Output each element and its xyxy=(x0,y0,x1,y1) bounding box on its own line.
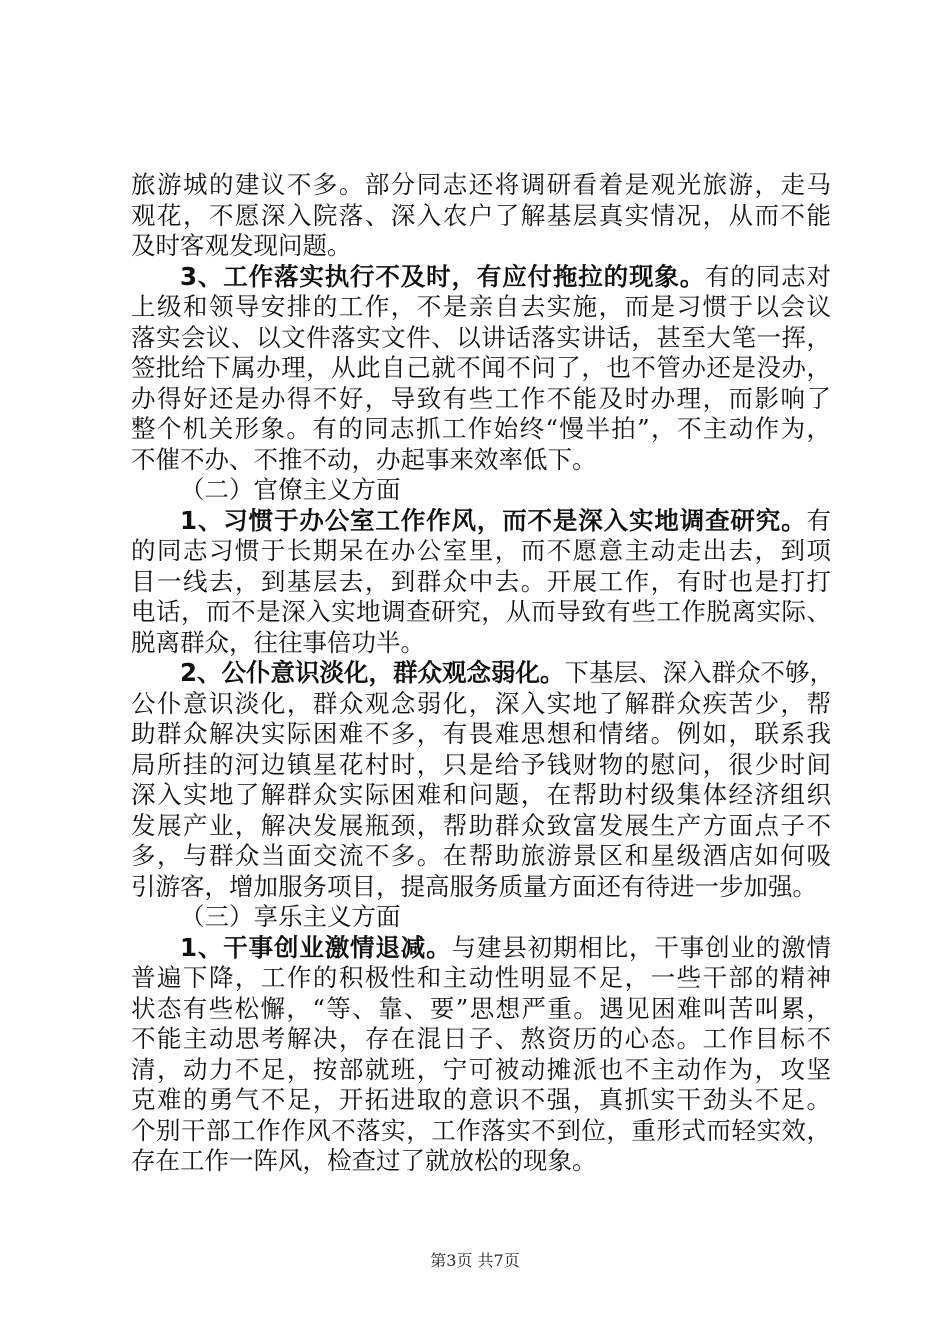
text-line: 脱离群众，往往事倍功半。 xyxy=(131,627,425,657)
text-line: 办得好还是办得不好，导致有些工作不能及时办理，而影响了 xyxy=(131,383,831,413)
item-heading: 1、干事创业激情退减。 xyxy=(180,932,452,962)
paragraph-lead-line xyxy=(131,933,831,964)
text-line: 的同志习惯于长期呆在办公室里，而不愿意主动走出去，到项 xyxy=(131,536,831,565)
paragraph-lead-line xyxy=(131,262,831,293)
text-line: 旅游城的建议不多。部分同志还将调研看着是观光旅游，走马 xyxy=(131,170,831,199)
section-heading: （二）官僚主义方面 xyxy=(180,475,401,504)
paragraph-lead-line xyxy=(131,506,831,537)
text-line: 普遍下降，工作的积极性和主动性明显不足，一些干部的精神 xyxy=(131,963,831,992)
text-line: 上级和领导安排的工作，不是亲自去实施，而是习惯于以会议 xyxy=(131,292,831,321)
paragraph-lead-line xyxy=(131,658,835,689)
text-line: 发展产业，解决发展瓶颈，帮助群众致富发展生产方面点子不 xyxy=(131,810,831,840)
text-line: 及时客观发现问题。 xyxy=(131,231,352,260)
text-run: 下基层、深入群众不够， xyxy=(564,658,835,687)
text-line: 清，动力不足，按部就班，宁可被动摊派也不主动作为，攻坚 xyxy=(131,1054,831,1084)
text-line: 公仆意识淡化，群众观念弱化，深入实地了解群众疾苦少，帮 xyxy=(131,688,831,718)
item-heading: 3、工作落实执行不及时，有应付拖拉的现象。 xyxy=(180,261,706,291)
text-line: 个别干部工作作风不落实，工作落实不到位，重形式而轻实效， xyxy=(131,1115,831,1145)
text-run: 与建县初期相比，干事创业的激情 xyxy=(451,932,832,962)
text-line: 状态有些松懈，“等、靠、要”思想严重。遇见困难叫苦叫累， xyxy=(131,993,831,1023)
section-heading: （三）享乐主义方面 xyxy=(180,902,401,931)
text-line: 存在工作一阵风，检查过了就放松的现象。 xyxy=(131,1146,597,1175)
text-line: 克难的勇气不足，开拓进取的意识不强，真抓实干劲头不足。 xyxy=(131,1085,831,1114)
text-line: 不催不办、不推不动，办起事来效率低下。 xyxy=(131,444,597,474)
text-line: 签批给下属办理，从此自己就不闻不问了，也不管办还是没办， xyxy=(131,353,831,382)
item-heading: 1、习惯于办公室工作作风，而不是深入实地调查研究。 xyxy=(180,505,807,535)
page-number-footer: 第3页 共7页 xyxy=(430,1251,520,1270)
item-heading: 2、公仆意识淡化，群众观念弱化。 xyxy=(180,658,565,687)
text-line: 观花，不愿深入院落、深入农户了解基层真实情况，从而不能 xyxy=(131,200,831,230)
text-line: 电话，而不是深入实地调查研究，从而导致有些工作脱离实际、 xyxy=(131,597,831,626)
body-text xyxy=(131,170,835,1177)
text-line: 局所挂的河边镇星花村时，只是给予钱财物的慰问，很少时间 xyxy=(131,749,831,779)
text-line: 深入实地了解群众实际困难和问题，在帮助村级集体经济组织 xyxy=(131,780,831,809)
text-line: 多，与群众当面交流不多。在帮助旅游景区和星级酒店如何吸 xyxy=(131,841,831,870)
text-run: 有 xyxy=(806,505,831,535)
text-line: 整个机关形象。有的同志抓工作始终“慢半拍”，不主动作为， xyxy=(131,414,831,443)
text-line: 不能主动思考解决，存在混日子、熬资历的心态。工作目标不 xyxy=(131,1024,831,1053)
text-line: 助群众解决实际困难不多，有畏难思想和情绪。例如，联系我 xyxy=(131,719,831,748)
text-line: 目一线去，到基层去，到群众中去。开展工作，有时也是打打 xyxy=(131,566,831,596)
text-line: 引游客，增加服务项目，提高服务质量方面还有待进一步加强。 xyxy=(131,871,817,901)
text-line: 落实会议、以文件落实文件、以讲话落实讲话，甚至大笔一挥， xyxy=(131,322,831,352)
text-run: 有的同志对 xyxy=(705,261,832,291)
